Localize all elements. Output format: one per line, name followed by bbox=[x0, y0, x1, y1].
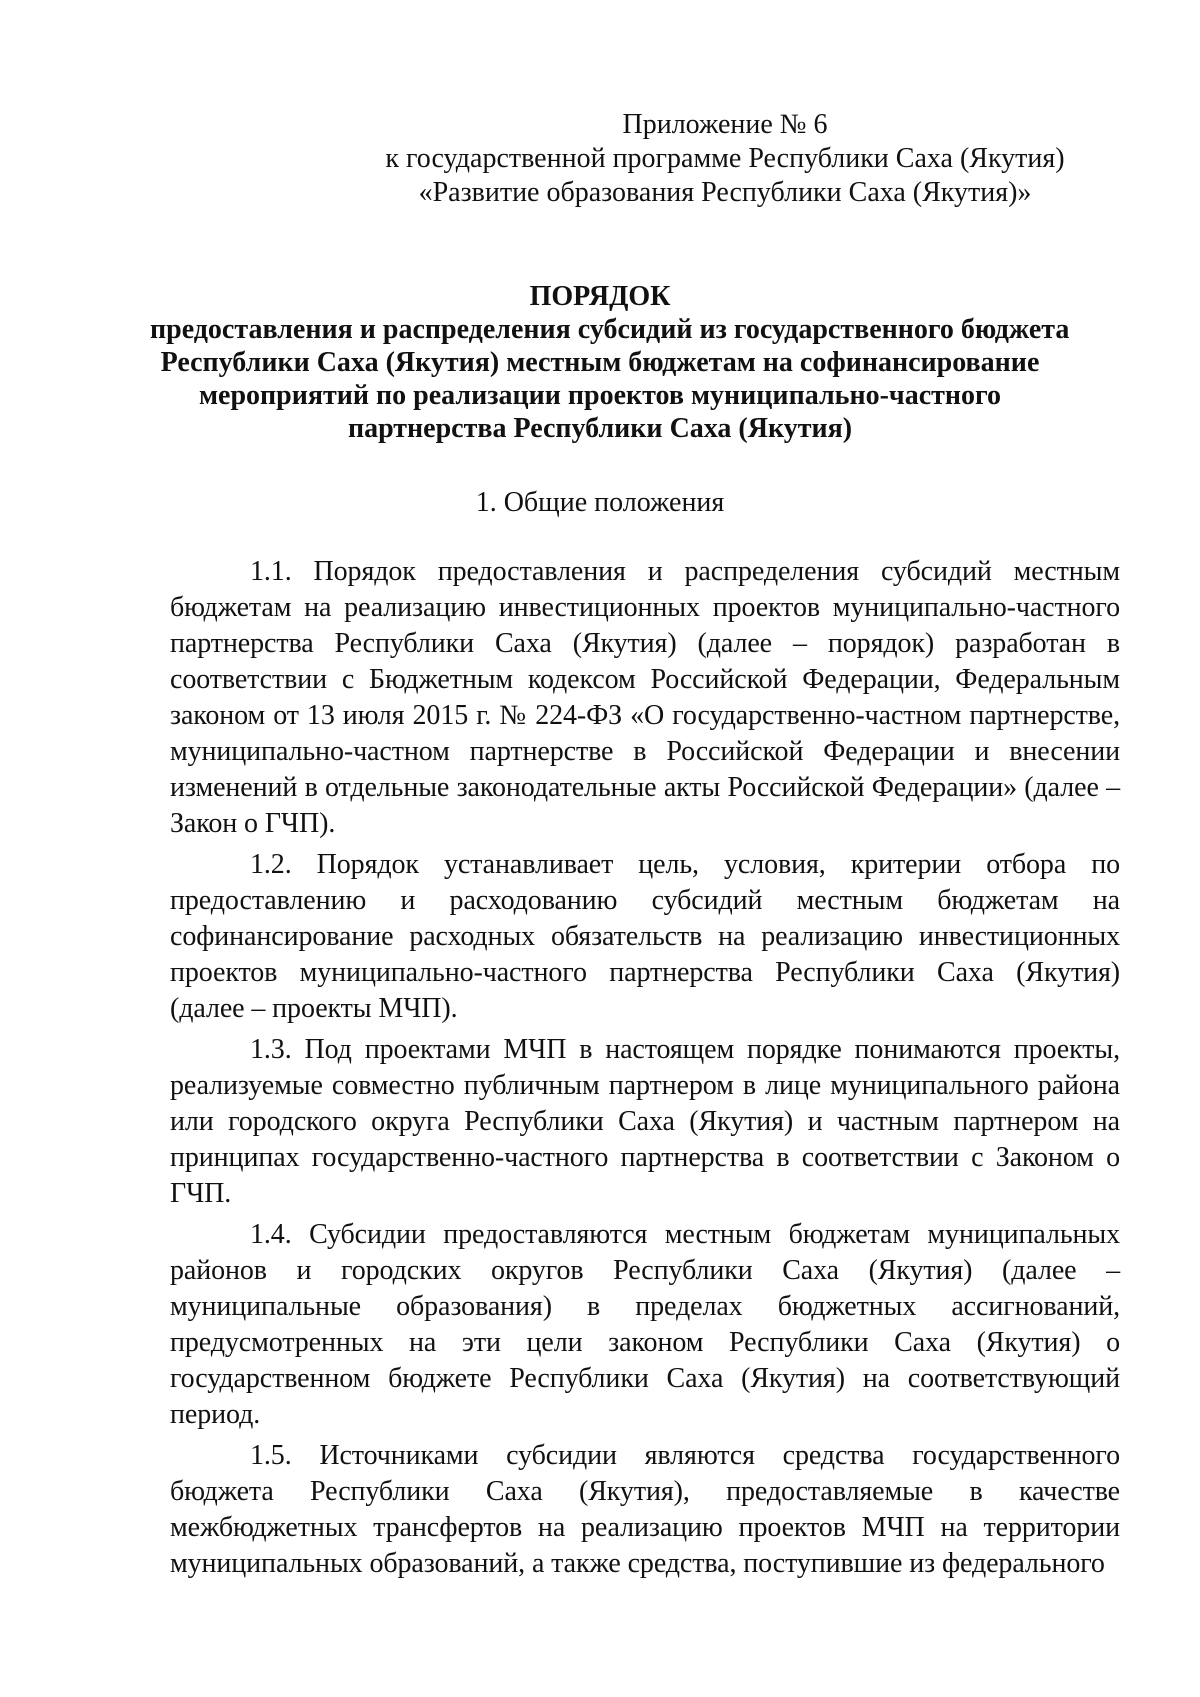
annex-program-name: «Развитие образования Республики Саха (Якутия)» bbox=[418, 177, 1032, 208]
annex-number: Приложение № 6 bbox=[622, 109, 828, 140]
title-line: мероприятий по реализации проектов муниципально-частного bbox=[198, 380, 1002, 411]
paragraph-1-5: 1.5. Источниками субсидии являются средства государственного бюджета Республики Саха (Якутия), предоставляемые в качестве межбюджетных трансфертов на реализацию проектов МЧП на территории муниципальных образований, а также средства, поступившие из федерального bbox=[170, 1440, 1120, 1579]
document-body bbox=[170, 554, 1120, 1587]
title-line: Республики Саха (Якутия) местным бюджетам на софинансирование bbox=[160, 347, 1040, 378]
title-line: партнерства Республики Саха (Якутия) bbox=[347, 413, 853, 444]
title-line: предоставления и распределения субсидий из государственного бюджета bbox=[150, 314, 1070, 345]
title-heading: ПОРЯДОК bbox=[529, 281, 671, 312]
paragraph-1-1: 1.1. Порядок предоставления и распределения субсидий местным бюджетам на реализацию инвестиционных проектов муниципально-частного партнерства Республики Саха (Якутия) (далее – порядок) разработан в соответствии с Бюджетным кодексом Российской Федерации, Федеральным законом от 13 июля 2015 г. № 224-ФЗ «О государственно-частном партнерстве, муниципально-частном партнерстве в Российской Федерации и внесении изменений в отдельные законодательные акты Российской Федерации» (далее – Закон о ГЧП). bbox=[170, 556, 1120, 839]
annex-program-reference: к государственной программе Республики Саха (Якутия) bbox=[385, 143, 1065, 174]
paragraph-1-2: 1.2. Порядок устанавливает цель, условия, критерии отбора по предоставлению и расходованию субсидий местным бюджетам на софинансирование расходных обязательств на реализацию инвестиционных проектов муниципально-частного партнерства Республики Саха (Якутия) (далее – проекты МЧП). bbox=[170, 849, 1120, 1024]
section-heading: 1. Общие положения bbox=[475, 487, 725, 518]
document-title bbox=[150, 280, 1070, 445]
paragraph-1-4: 1.4. Субсидии предоставляются местным бюджетам муниципальных районов и городских округов Республики Саха (Якутия) (далее – муниципальные образования) в пределах бюджетных ассигнований, предусмотренных на эти цели законом Республики Саха (Якутия) о государственном бюджете Республики Саха (Якутия) на соответствующий период. bbox=[170, 1219, 1120, 1430]
paragraph-1-3: 1.3. Под проектами МЧП в настоящем порядке понимаются проекты, реализуемые совместно публичным партнером в лице муниципального района или городского округа Республики Саха (Якутия) и частным партнером на принципах государственно-частного партнерства в соответствии с Законом о ГЧП. bbox=[170, 1034, 1120, 1209]
annex-header bbox=[380, 108, 1070, 210]
